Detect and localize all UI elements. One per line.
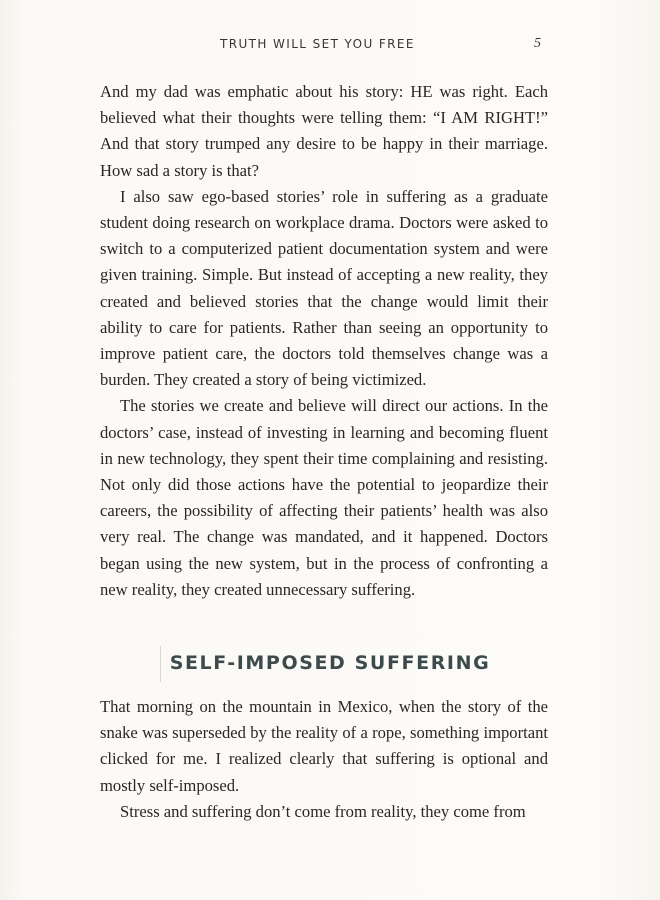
paragraph: That morning on the mountain in Mexico, when the story of the snake was superseded by the reality of a rope, something important clicked for me. I realized clearly that suffering is optional and mostly self-imposed. [100, 697, 548, 795]
paragraph: Stress and suffering don’t come from reality, they come from [120, 801, 526, 821]
running-header [0, 37, 660, 57]
paragraph: The stories we create and believe will direct our actions. In the doctors’ case, instead of investing in learning and becoming fluent in new technology, they spent their time complaining and resisting. Not only did those actions have the potential to jeopardize their careers, the possibility of affecting their patients’ health was also very real. The change was mandated, and it happened. Doctors began using the new system, but in the process of confronting a new reality, they created unnecessary suffering. [100, 396, 548, 599]
section-heading: SELF-IMPOSED SUFFERING [169, 652, 491, 674]
body-text-top [100, 79, 548, 603]
paragraph: I also saw ego-based stories’ role in suffering as a graduate student doing research on workplace drama. Doctors were asked to switch to a computerized patient documentation system and were given training. Simple. But instead of accepting a new reality, they created and believed stories that the change would limit their ability to care for patients. Rather than seeing an opportunity to improve patient care, the doctors told themselves change was a burden. They created a story of being victimized. [100, 186, 548, 390]
running-title: TRUTH WILL SET YOU FREE [220, 37, 415, 51]
page-number: 5 [534, 36, 541, 51]
body-text-bottom [100, 694, 548, 825]
paragraph: And my dad was emphatic about his story: HE was right. Each believed what their thoughts were telling them: “I AM RIGHT!” And that story trumped any desire to be happy in their marriage. How sad a story is that? [100, 82, 548, 180]
